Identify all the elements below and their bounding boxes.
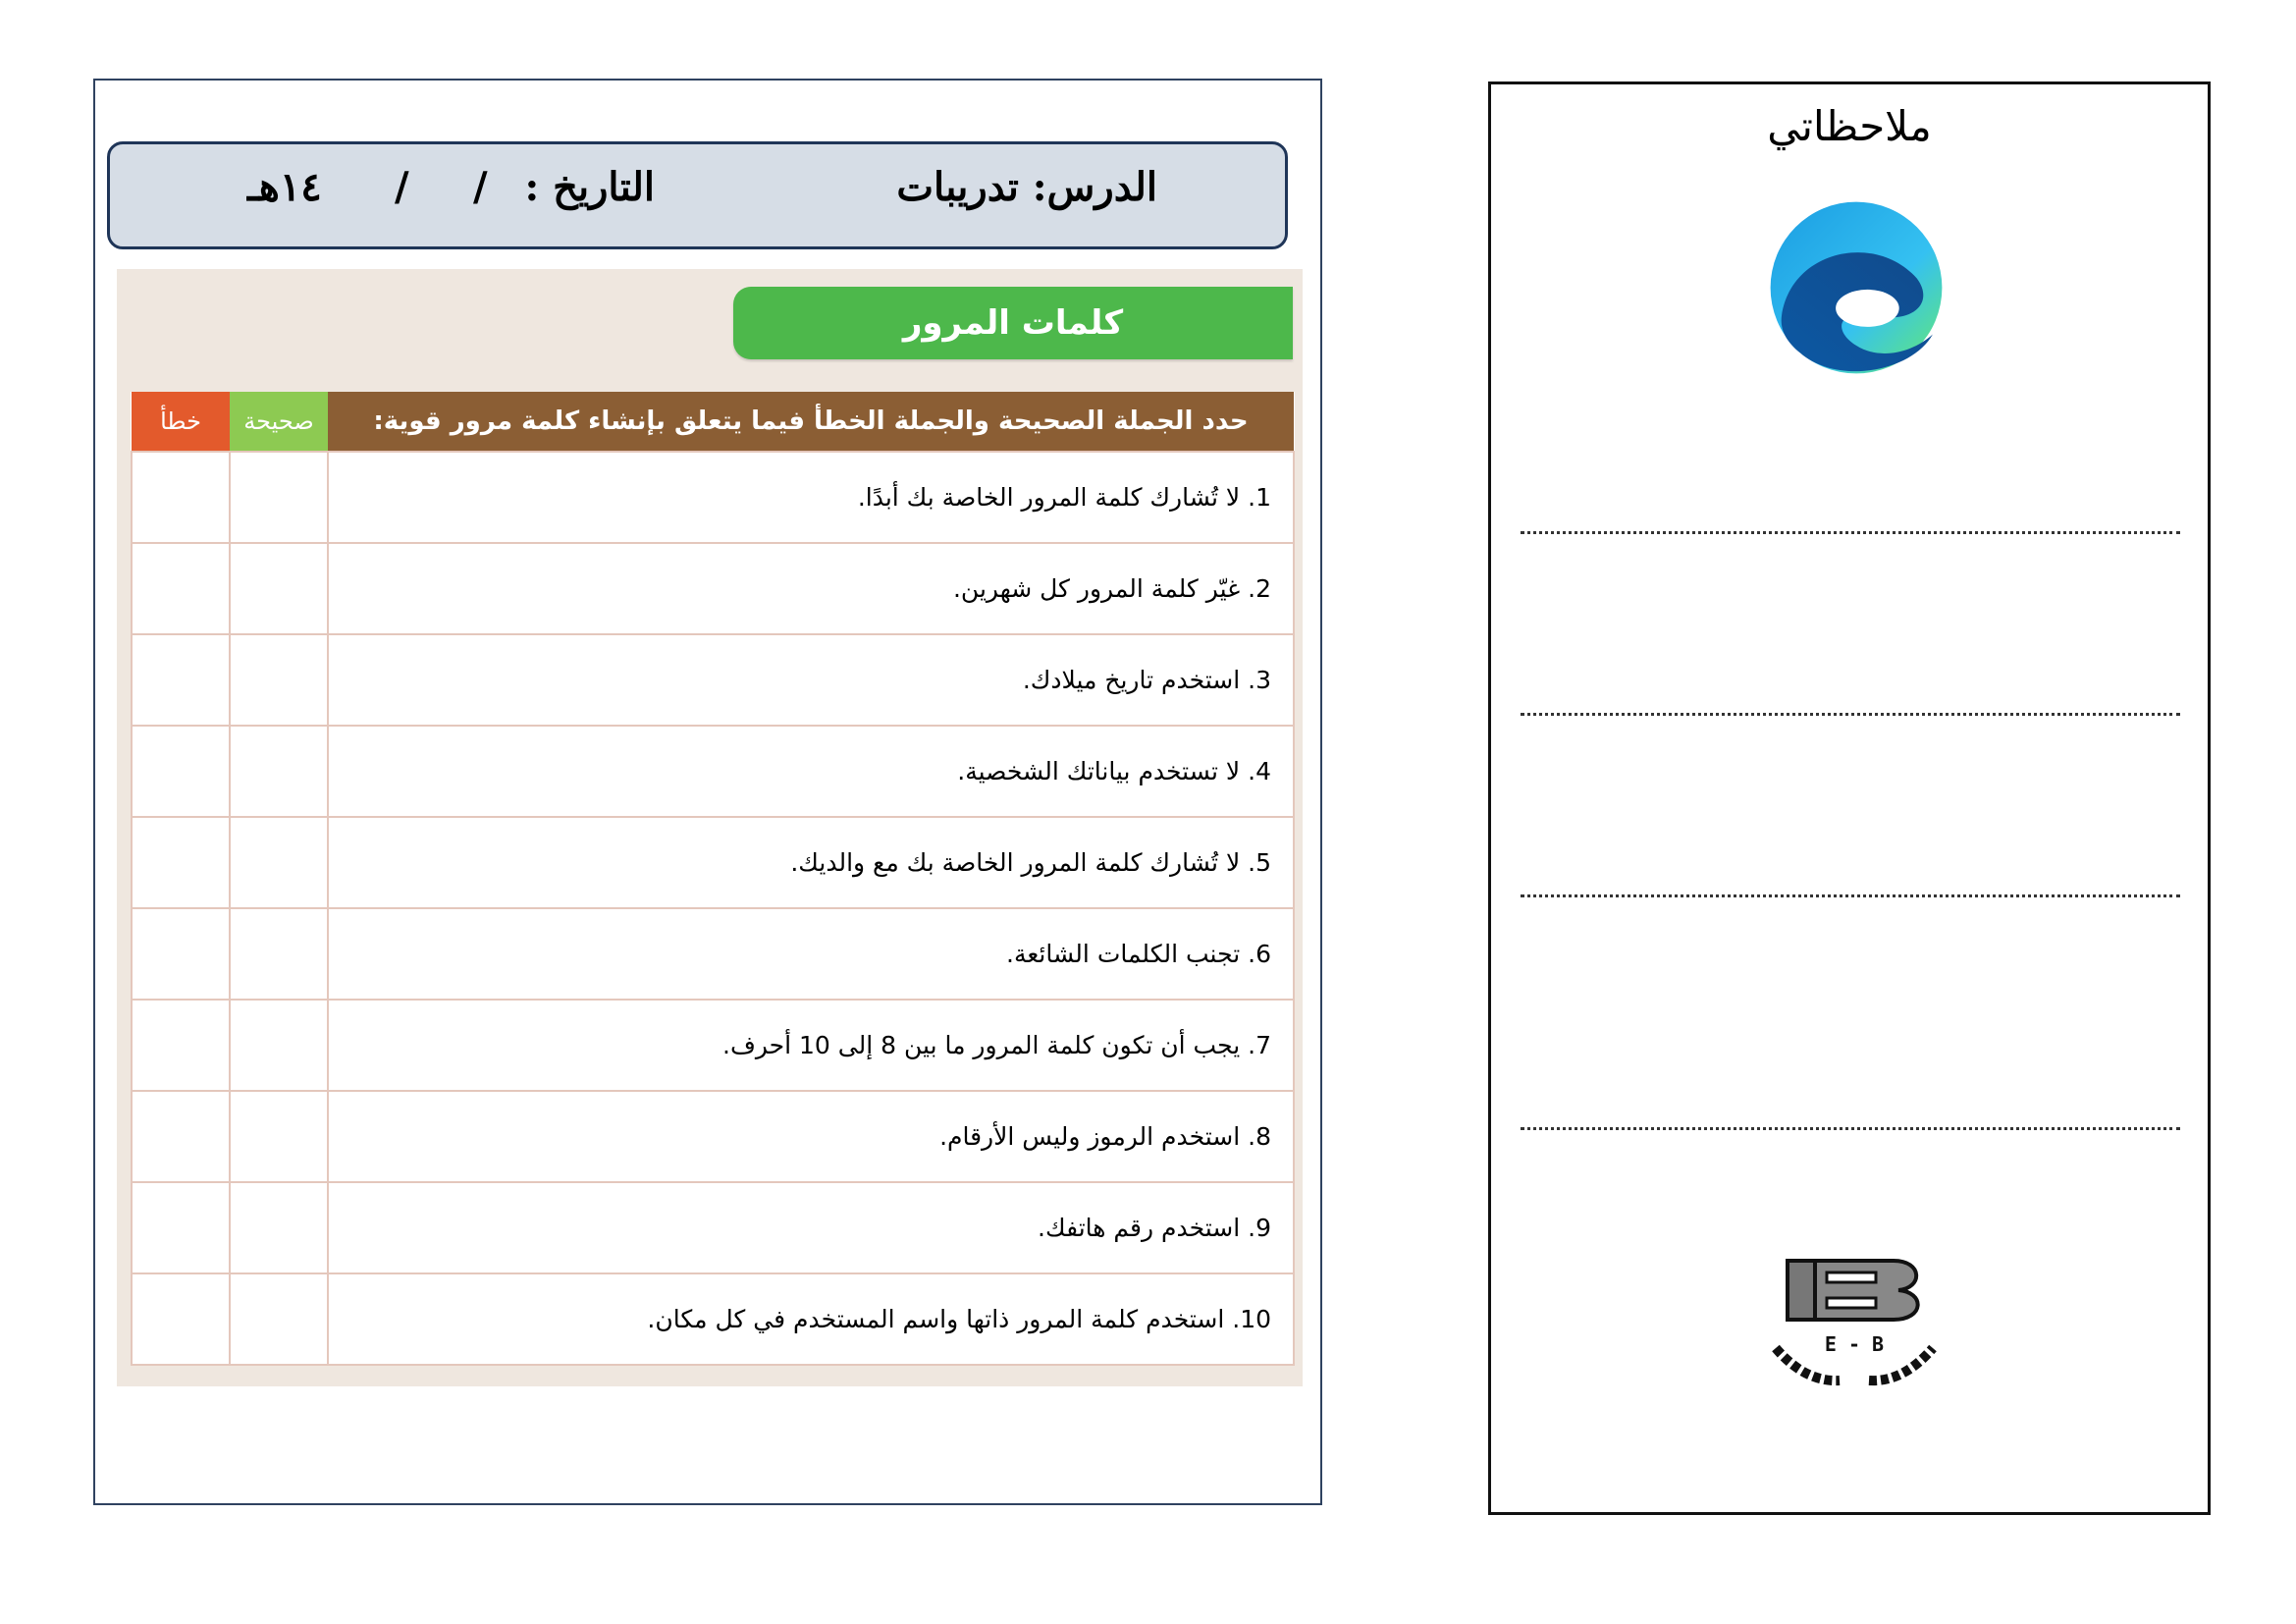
note-line-1[interactable] (1521, 531, 2180, 534)
wrong-answer-cell[interactable] (132, 452, 230, 543)
statement-text: 6. تجنب الكلمات الشائعة. (328, 908, 1294, 1000)
note-line-4[interactable] (1521, 1127, 2180, 1130)
table-row (132, 817, 1294, 908)
table-row (132, 1182, 1294, 1273)
correct-answer-cell[interactable] (230, 634, 328, 726)
correct-answer-cell[interactable] (230, 817, 328, 908)
correct-answer-cell[interactable] (230, 1091, 328, 1182)
statement-text: 1. لا تُشارك كلمة المرور الخاصة بك أبدًا. (328, 452, 1294, 543)
notes-title: ملاحظاتي (1767, 102, 1932, 150)
table-row (132, 634, 1294, 726)
date-slash-1: / (473, 164, 488, 210)
table-row (132, 726, 1294, 817)
wrong-answer-cell[interactable] (132, 1000, 230, 1091)
correct-answer-cell[interactable] (230, 1000, 328, 1091)
wrong-answer-cell[interactable] (132, 543, 230, 634)
statement-text: 8. استخدم الرموز وليس الأرقام. (328, 1091, 1294, 1182)
wrong-header: خطأ (132, 392, 230, 452)
notes-panel (1488, 81, 2211, 1515)
wrong-answer-cell[interactable] (132, 1182, 230, 1273)
correct-answer-cell[interactable] (230, 1182, 328, 1273)
statement-text: 7. يجب أن تكون كلمة المرور ما بين 8 إلى 10 أحرف. (328, 1000, 1294, 1091)
date-slash-2: / (395, 164, 409, 210)
edge-browser-icon (1763, 194, 1949, 381)
correct-header: صحيحة (230, 392, 328, 452)
table-row (132, 1091, 1294, 1182)
correct-answer-cell[interactable] (230, 726, 328, 817)
correct-answer-cell[interactable] (230, 543, 328, 634)
wrong-answer-cell[interactable] (132, 817, 230, 908)
statement-text: 3. استخدم تاريخ ميلادك. (328, 634, 1294, 726)
eb-badge-text: E - B (1824, 1332, 1885, 1356)
table-row (132, 908, 1294, 1000)
wrong-answer-cell[interactable] (132, 1273, 230, 1365)
hijri-year: ١٤هـ (247, 164, 322, 210)
question-header: حدد الجملة الصحيحة والجملة الخطأ فيما يتعلق بإنشاء كلمة مرور قوية: (328, 392, 1294, 452)
statement-text: 9. استخدم رقم هاتفك. (328, 1182, 1294, 1273)
correct-answer-cell[interactable] (230, 908, 328, 1000)
questions-table (131, 392, 1295, 1366)
correct-answer-cell[interactable] (230, 452, 328, 543)
header-box (107, 141, 1288, 249)
table-row (132, 543, 1294, 634)
statement-text: 5. لا تُشارك كلمة المرور الخاصة بك مع والديك. (328, 817, 1294, 908)
eb-logo-icon (1766, 1255, 1943, 1392)
statement-text: 10. استخدم كلمة المرور ذاتها واسم المستخدم في كل مكان. (328, 1273, 1294, 1365)
statement-text: 2. غيّر كلمة المرور كل شهرين. (328, 543, 1294, 634)
wrong-answer-cell[interactable] (132, 1091, 230, 1182)
table-row (132, 1273, 1294, 1365)
note-line-3[interactable] (1521, 894, 2180, 897)
wrong-answer-cell[interactable] (132, 726, 230, 817)
wrong-answer-cell[interactable] (132, 634, 230, 726)
lesson-title: الدرس: تدريبات (896, 164, 1157, 210)
table-row (132, 1000, 1294, 1091)
table-header-row (132, 392, 1294, 452)
statement-text: 4. لا تستخدم بياناتك الشخصية. (328, 726, 1294, 817)
correct-answer-cell[interactable] (230, 1273, 328, 1365)
worksheet (93, 79, 1322, 1505)
section-title: كلمات المرور (733, 287, 1293, 359)
exercise-panel (117, 269, 1303, 1386)
table-row (132, 452, 1294, 543)
note-line-2[interactable] (1521, 713, 2180, 716)
date-label: التاريخ : (524, 164, 655, 210)
wrong-answer-cell[interactable] (132, 908, 230, 1000)
